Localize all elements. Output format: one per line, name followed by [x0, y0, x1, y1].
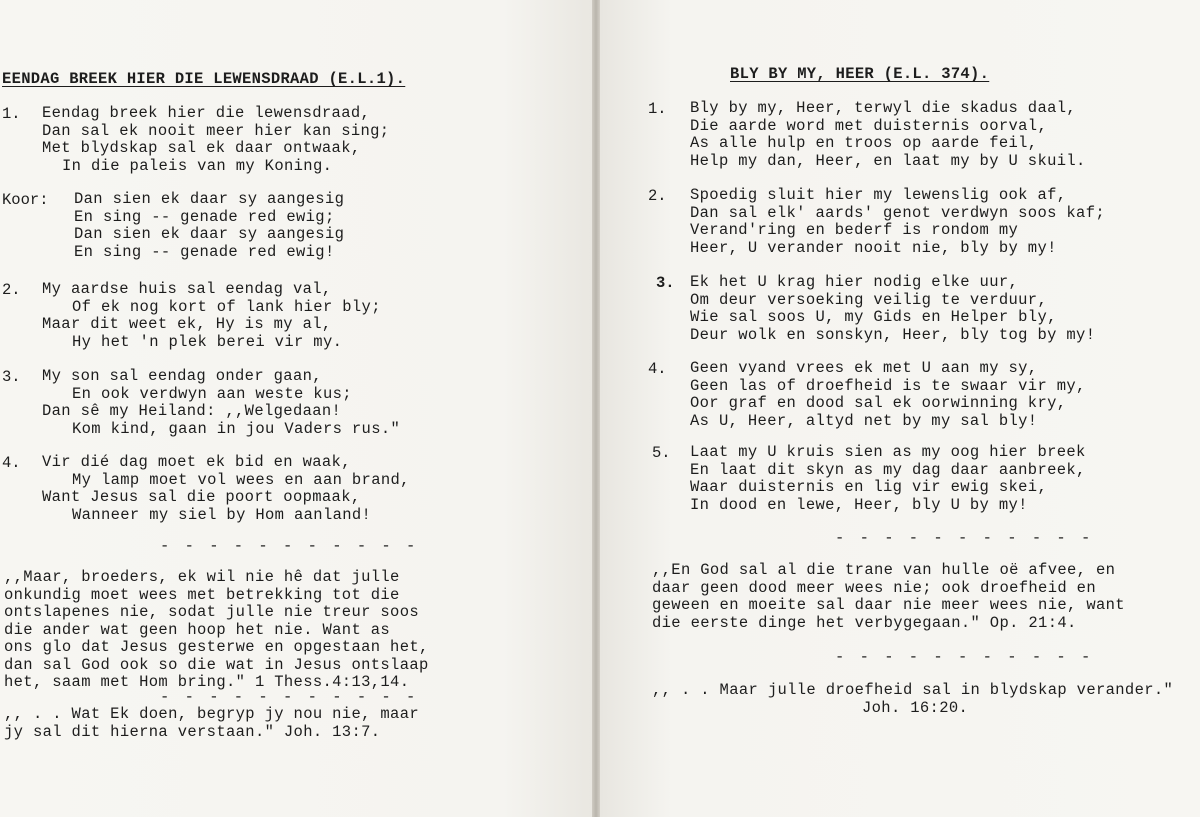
stanza-line: Help my dan, Heer, en laat my by U skuil. [690, 151, 1086, 170]
scripture-line: ,, . . Wat Ek doen, begryp jy nou nie, maar [4, 705, 420, 723]
stanza-line: Verand'ring en bederf is rondom my [690, 221, 1019, 239]
scripture-reference: Joh. 16:20. [862, 698, 969, 717]
stanza-line: Eendag breek hier die lewensdraad, [42, 104, 371, 122]
stanza-line: Dan sien ek daar sy aangesig [74, 225, 345, 243]
right-hymn-title: BLY BY MY, HEER (E.L. 374). [730, 65, 990, 83]
stanza-line: Dan sal elk' aards' genot verdwyn soos kaf; [690, 203, 1106, 222]
scripture-line: onkundig moet wees met betrekking tot die [4, 585, 400, 604]
stanza-line: Spoedig sluit hier my lewenslig ook af, [690, 186, 1067, 204]
stanza-line: Ek het U krag hier nodig elke uur, [690, 273, 1019, 291]
stanza-line: Wanneer my siel by Hom aanland! [72, 505, 372, 524]
left-page [0, 0, 592, 817]
right-scripture-2 [652, 682, 1173, 717]
right-separator-1: - - - - - - - - - - - [835, 529, 1094, 547]
stanza-line: My lamp moet vol wees en aan brand, [72, 470, 410, 489]
stanza-line: Vir dié dag moet ek bid en waak, [42, 453, 351, 471]
left-separator-1: - - - - - - - - - - - [160, 537, 419, 555]
left-scripture-2 [4, 706, 419, 741]
stanza-line: Kom kind, gaan in jou Vaders rus." [72, 419, 401, 438]
scripture-line: geween en moeite sal daar nie meer wees nie, want [652, 596, 1125, 614]
stanza-line: En laat dit skyn as my dag daar aanbreek, [690, 460, 1086, 479]
stanza-line: Deur wolk en sonskyn, Heer, bly tog by my! [690, 325, 1096, 344]
stanza-line: Maar dit weet ek, Hy is my al, [42, 315, 332, 333]
stanza-number: 1. [648, 100, 667, 118]
stanza-line: En ook verdwyn aan weste kus; [72, 384, 352, 403]
stanza-number: 2. [2, 281, 21, 299]
scripture-line: dan sal God ook so die wat in Jesus ontslaap [4, 655, 429, 674]
scripture-line: ,,En God sal al die trane van hulle oë afvee, en [652, 561, 1116, 579]
scripture-line: ontslapenes nie, sodat julle nie treur soos [4, 603, 420, 621]
right-page [600, 0, 1200, 817]
stanza-number: 2. [648, 187, 667, 205]
stanza-line: Die aarde word met duisternis oorval, [690, 116, 1048, 135]
stanza-line: Waar duisternis en lig vir ewig skei, [690, 478, 1048, 496]
stanza-line: In dood en lewe, Heer, bly U by my! [690, 495, 1028, 514]
left-scripture-1 [4, 569, 429, 692]
stanza-line: Of ek nog kort of lank hier bly; [72, 297, 381, 316]
stanza-line: Geen las of droefheid is te swaar vir my, [690, 376, 1086, 395]
stanza-number: 3. [2, 368, 21, 386]
stanza-line: Wie sal soos U, my Gids en Helper bly, [690, 308, 1057, 326]
scripture-line: daar geen dood meer wees nie; ook droefheid en [652, 578, 1096, 597]
left-separator-2: - - - - - - - - - - - [160, 688, 419, 706]
stanza-line: My son sal eendag onder gaan, [42, 367, 322, 385]
left-hymn-title: EENDAG BREEK HIER DIE LEWENSDRAAD (E.L.1). [2, 70, 406, 88]
stanza-number: 3. [656, 274, 675, 292]
stanza-line: Bly by my, Heer, terwyl die skadus daal, [690, 99, 1077, 117]
scripture-line: ons glo dat Jesus gesterwe en opgestaan het, [4, 638, 429, 656]
stanza-line: In die paleis van my Koning. [62, 156, 333, 175]
stanza-line: Dan sien ek daar sy aangesig [74, 190, 345, 208]
stanza-line: Dan sal ek nooit meer hier kan sing; [42, 121, 390, 140]
stanza-line: Oor graf en dood sal ek oorwinning kry, [690, 394, 1067, 412]
stanza-line: Met blydskap sal ek daar ontwaak, [42, 139, 361, 157]
stanza-line: As U, Heer, altyd net by my sal bly! [690, 411, 1038, 430]
stanza-line: Hy het 'n plek berei vir my. [72, 332, 343, 351]
scripture-line: jy sal dit hierna verstaan." Joh. 13:7. [4, 722, 381, 741]
stanza-line: En sing -- genade red ewig! [74, 242, 335, 261]
stanza-line: Geen vyand vrees ek met U aan my sy, [690, 359, 1038, 377]
stanza-line: Want Jesus sal die poort oopmaak, [42, 488, 361, 506]
stanza-line: Om deur versoeking veilig te verduur, [690, 290, 1048, 309]
scripture-line: die ander wat geen hoop het nie. Want as [4, 620, 391, 639]
right-scripture-1 [652, 562, 1125, 632]
scripture-line: die eerste dinge het verbygegaan." Op. 21:4. [652, 613, 1077, 632]
stanza-line: My aardse huis sal eendag val, [42, 280, 332, 298]
page-fold [592, 0, 600, 817]
stanza-number: 5. [652, 444, 671, 462]
stanza-line: Laat my U kruis sien as my oog hier breek [690, 443, 1086, 461]
scripture-line: het, saam met Hom bring." 1 Thess.4:13,14. [4, 673, 410, 691]
stanza-number: 1. [2, 105, 21, 123]
scripture-line: ,, . . Maar julle droefheid sal in blydskap verander." [652, 681, 1174, 699]
stanza-line: Heer, U verander nooit nie, bly by my! [690, 238, 1057, 257]
stanza-line: En sing -- genade red ewig; [74, 207, 335, 226]
right-separator-2: - - - - - - - - - - - [835, 648, 1094, 666]
stanza-number: 4. [648, 360, 667, 378]
chorus-label: Koor: [2, 191, 49, 209]
stanza-line: As alle hulp en troos op aarde feil, [690, 134, 1038, 152]
stanza-line: Dan sê my Heiland: ,,Welgedaan! [42, 402, 342, 420]
scripture-line: ,,Maar, broeders, ek wil nie hê dat julle [4, 568, 400, 586]
stanza-number: 4. [2, 454, 21, 472]
